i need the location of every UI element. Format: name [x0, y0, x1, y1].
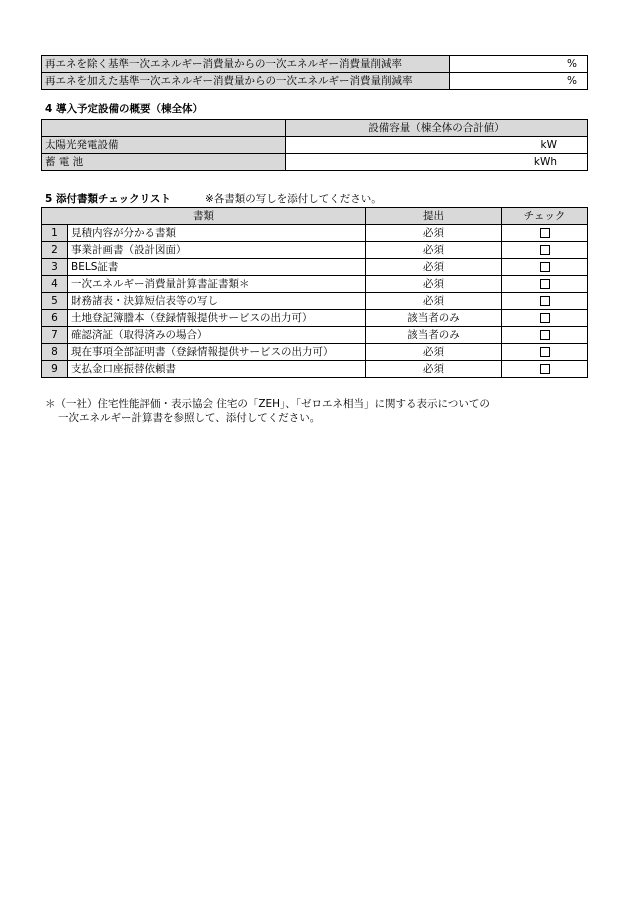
checklist-submit: 必須 [366, 293, 502, 310]
checklist-row [42, 361, 588, 378]
checklist-row [42, 276, 588, 293]
section5-heading: 5 添付書類チェックリスト [45, 193, 171, 205]
checklist-check-cell [502, 361, 588, 378]
checklist-submit-header: 提出 [366, 208, 502, 225]
checklist-doc: 一次エネルギー消費量計算書証書類＊ [68, 276, 366, 293]
checklist-submit: 該当者のみ [366, 327, 502, 344]
checklist-check-cell [502, 276, 588, 293]
checklist-row [42, 310, 588, 327]
checklist-no: 9 [42, 361, 68, 378]
checklist-submit: 必須 [366, 276, 502, 293]
checklist-no: 2 [42, 242, 68, 259]
checklist-doc: 確認済証（取得済みの場合） [68, 327, 366, 344]
checklist-doc: 現在事項全部証明書（登録情報提供サービスの出力可） [68, 344, 366, 361]
checklist-doc: 土地登記簿謄本（登録情報提供サービスの出力可） [68, 310, 366, 327]
checklist-submit: 必須 [366, 344, 502, 361]
checklist-doc: 事業計画書（設計図面） [68, 242, 366, 259]
checklist-check-cell [502, 327, 588, 344]
checklist-check-cell [502, 259, 588, 276]
checklist-check-header: チェック [502, 208, 588, 225]
reduction-row-label: 再エネを加えた基準一次エネルギー消費量からの一次エネルギー消費量削減率 [42, 73, 450, 90]
reduction-row-unit: % [450, 56, 588, 73]
equipment-header-row [42, 120, 588, 137]
checklist-submit: 該当者のみ [366, 310, 502, 327]
checklist-check-cell [502, 344, 588, 361]
footnote-line-1: ＊（一社）住宅性能評価・表示協会 住宅の「ZEH」、「ゼロエネ相当」に関する表示についての [45, 398, 490, 410]
checklist-row [42, 225, 588, 242]
checkbox[interactable] [540, 330, 550, 340]
equipment-capacity-header: 設備容量（棟全体の合計値） [286, 120, 588, 137]
checklist-check-cell [502, 242, 588, 259]
checkbox[interactable] [540, 364, 550, 374]
checklist-row [42, 259, 588, 276]
equipment-label: 太陽光発電設備 [42, 137, 286, 154]
checklist-doc: 支払金口座振替依頼書 [68, 361, 366, 378]
checklist-no: 3 [42, 259, 68, 276]
reduction-row [42, 73, 588, 90]
checkbox[interactable] [540, 347, 550, 357]
checklist-submit: 必須 [366, 242, 502, 259]
checkbox[interactable] [540, 245, 550, 255]
checklist-table [41, 207, 588, 378]
equipment-row [42, 137, 588, 154]
checklist-check-cell [502, 293, 588, 310]
reduction-row-label: 再エネを除く基準一次エネルギー消費量からの一次エネルギー消費量削減率 [42, 56, 450, 73]
section5-note: ※各書類の写しを添付してください。 [205, 193, 382, 205]
equipment-unit: kWh [286, 154, 588, 171]
checklist-no: 7 [42, 327, 68, 344]
checklist-doc: BELS証書 [68, 259, 366, 276]
footnote-line-2: 一次エネルギー計算書を参照して、添付してください。 [58, 412, 321, 424]
checklist-doc-header: 書類 [42, 208, 366, 225]
checklist-doc: 財務諸表・決算短信表等の写し [68, 293, 366, 310]
checkbox[interactable] [540, 262, 550, 272]
equipment-table [41, 119, 588, 171]
checklist-no: 1 [42, 225, 68, 242]
equipment-header-blank [42, 120, 286, 137]
checklist-check-cell [502, 225, 588, 242]
checklist-submit: 必須 [366, 259, 502, 276]
checklist-check-cell [502, 310, 588, 327]
checkbox[interactable] [540, 228, 550, 238]
reduction-row-unit: % [450, 73, 588, 90]
checkbox[interactable] [540, 313, 550, 323]
checklist-header-row [42, 208, 588, 225]
equipment-unit: kW [286, 137, 588, 154]
checklist-row [42, 327, 588, 344]
checklist-doc: 見積内容が分かる書類 [68, 225, 366, 242]
checkbox[interactable] [540, 296, 550, 306]
checklist-row [42, 293, 588, 310]
checklist-submit: 必須 [366, 225, 502, 242]
checklist-no: 4 [42, 276, 68, 293]
checkbox[interactable] [540, 279, 550, 289]
equipment-row [42, 154, 588, 171]
reduction-rate-table [41, 55, 588, 90]
checklist-submit: 必須 [366, 361, 502, 378]
checklist-no: 8 [42, 344, 68, 361]
equipment-label: 蓄 電 池 [42, 154, 286, 171]
checklist-row [42, 242, 588, 259]
reduction-row [42, 56, 588, 73]
checklist-no: 5 [42, 293, 68, 310]
section4-heading: 4 導入予定設備の概要（棟全体） [45, 103, 203, 115]
checklist-no: 6 [42, 310, 68, 327]
checklist-row [42, 344, 588, 361]
